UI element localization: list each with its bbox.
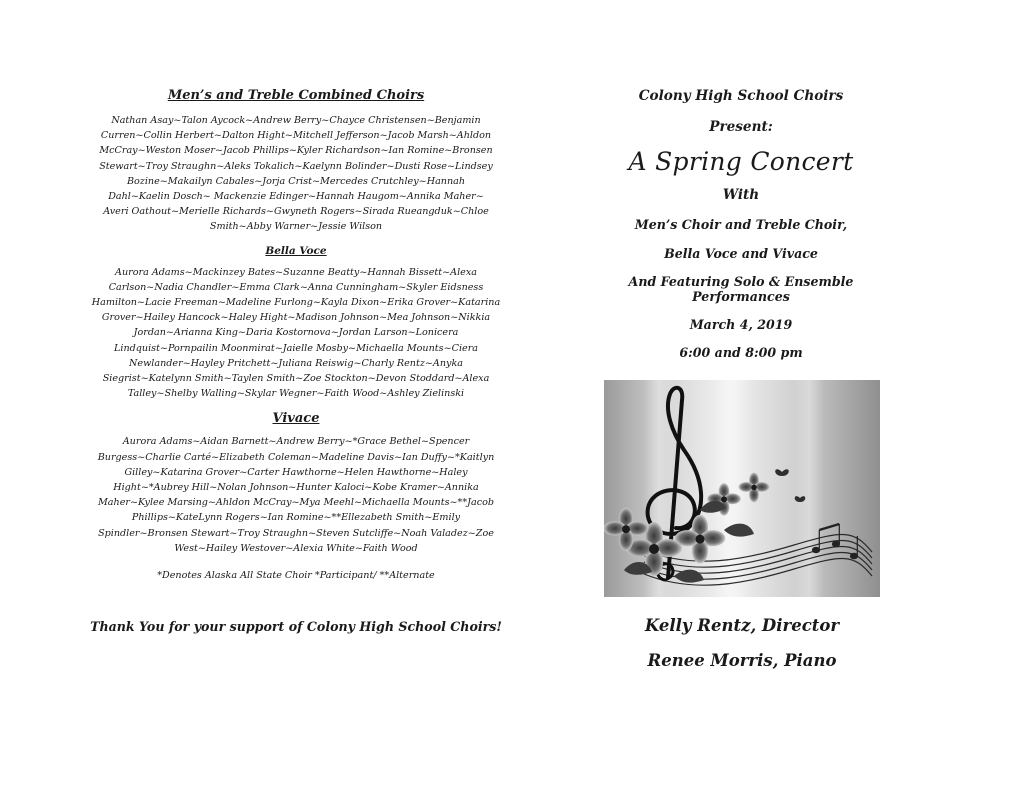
choir-roster-panel (88, 86, 504, 647)
present-label: Present: (709, 119, 773, 135)
featuring-line: And Featuring Solo & Ensemble Performances (628, 274, 854, 304)
program-cover-panel (585, 88, 897, 360)
bella-voce-names: Aurora Adams~Mackinzey Bates~Suzanne Beatty~Hannah Bissett~Alexa Carlson~Nadia Chandler~Emma Clark~Anna Cunningham~Skyler Eidsness Hamilton~Lacie Freeman~Madeline Furlong~Kayla Dixon~Erika Grover~Katarina Grover~Hailey Hancock~Haley Hight~Madison Johnson~Mea Johnson~Nikkia Jordan~Arianna King~Daria Kostornova~Jordan Larson~Lonicera Lindquist~Pornpailin Moonmirat~Jaielle Mosby~Michaella Mounts~Ciera Newlander~Hayley Pritchett~Juliana Reiswig~Charly Rentz~Anyka Siegrist~Katelynn Smith~Taylen Smith~Zoe Stockton~Devon Stoddard~Alexa Talley~Shelby Walling~Skylar Wegner~Faith Wood~Ashley Zielinski (91, 266, 501, 400)
mens-treble-heading: Men’s and Treble Combined Choirs (167, 88, 425, 103)
choirs-line: Men’s Choir and Treble Choir, (634, 217, 848, 232)
mens-treble-names: Nathan Asay~Talon Aycock~Andrew Berry~Chayce Christensen~Benjamin Curren~Collin Herbert~Dalton Hight~Mitchell Jefferson~Jacob Marsh~Ahldon McCray~Weston Moser~Jacob Phillips~Kyler Richardson~Ian Romine~Bronsen Stewart~Troy Straughn~Aleks Tokalich~Kaelynn Bolinder~Dusti Rose~Lindsey Bozine~Makailyn Cabales~Jorja Crist~Mercedes Crutchley~Hannah Dahl~Kaelin Dosch~ Mackenzie Edinger~Hannah Haugom~Annika Maher~ Averi Oathout~Merielle Richards~Gwyneth Rogers~Sirada Rueangduk~Chloe Smith~Abby Warner~Jessie Wilson (99, 115, 493, 233)
director-credit: Kelly Rentz, Director (644, 616, 840, 635)
vivace-heading: Vivace (272, 411, 320, 427)
thank-you-line: Thank You for your support of Colony High School Choirs! (90, 619, 502, 635)
bella-voce-heading: Bella Voce (265, 244, 327, 257)
treble-clef-with-flowers-icon (604, 380, 880, 597)
vivace-names: Aurora Adams~Aidan Barnett~Andrew Berry~*Grace Bethel~Spencer Burgess~Charlie Carté~Elizabeth Coleman~Madeline Davis~Ian Duffy~*Kaitlyn Gilley~Katarina Grover~Carter Hawthorne~Helen Hawthorne~Haley Hight~*Aubrey Hill~Nolan Johnson~Hunter Kaloci~Kobe Kramer~Annika Maher~Kylee Marsing~Ahldon McCray~Mya Meehl~Michaella Mounts~**Jacob Phillips~KateLynn Rogers~Ian Romine~**Ellezabeth Smith~Emily Spindler~Bronsen Stewart~Troy Straughn~Steven Sutcliffe~Noah Valadez~Zoe West~Hailey Westover~Alexia White~Faith Wood (97, 436, 495, 554)
ensembles-line: Bella Voce and Vivace (664, 246, 818, 261)
concert-title: A Spring Concert (628, 147, 854, 176)
with-label: With (722, 187, 760, 203)
concert-date: March 4, 2019 (689, 317, 793, 332)
all-state-footnote: *Denotes Alaska All State Choir *Participant/ **Alternate (157, 570, 435, 582)
pianist-credit: Renee Morris, Piano (647, 651, 837, 670)
organization-name: Colony High School Choirs (638, 88, 844, 104)
concert-time: 6:00 and 8:00 pm (679, 345, 803, 360)
